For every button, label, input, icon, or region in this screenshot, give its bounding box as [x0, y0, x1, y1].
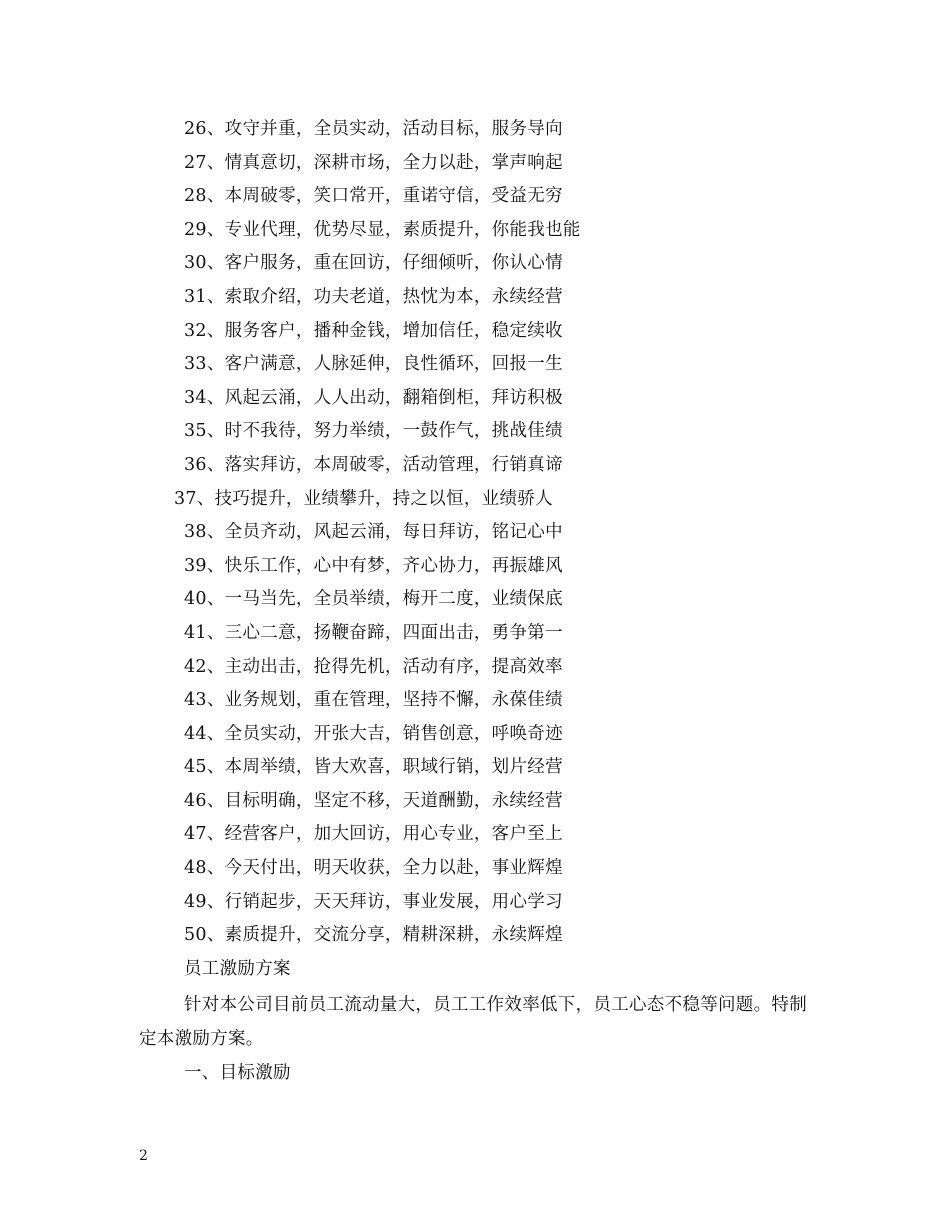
slogan-item-29: 29、专业代理，优势尽显，素质提升，你能我也能 — [184, 219, 581, 240]
slogan-item-37: 37、技巧提升，业绩攀升，持之以恒，业绩骄人 — [174, 488, 553, 509]
slogan-item-46: 46、目标明确，坚定不移，天道酬勤，永续经营 — [184, 790, 563, 811]
slogan-item-32: 32、服务客户，播种金钱，增加信任，稳定续收 — [184, 320, 563, 341]
section-title: 员工激励方案 — [184, 958, 291, 979]
slogan-item-35: 35、时不我待，努力举绩，一鼓作气，挑战佳绩 — [184, 421, 563, 442]
slogan-item-47: 47、经营客户，加大回访，用心专业，客户至上 — [184, 824, 563, 845]
page-number: 2 — [139, 1148, 148, 1164]
slogan-item-48: 48、今天付出，明天收获，全力以赴，事业辉煌 — [184, 858, 563, 879]
slogan-item-33: 33、客户满意，人脉延伸，良性循环，回报一生 — [184, 354, 563, 375]
slogan-item-40: 40、一马当先，全员举绩，梅开二度，业绩保底 — [184, 589, 563, 610]
slogan-item-41: 41、三心二意，扬鞭奋蹄，四面出击，勇争第一 — [184, 622, 563, 643]
slogan-item-42: 42、主动出击，抢得先机，活动有序，提高效率 — [184, 656, 563, 677]
slogan-item-34: 34、风起云涌，人人出动，翻箱倒柜，拜访积极 — [184, 387, 563, 408]
slogan-item-36: 36、落实拜访，本周破零，活动管理，行销真谛 — [184, 454, 563, 475]
slogan-item-31: 31、索取介绍，功夫老道，热忱为本，永续经营 — [184, 286, 563, 307]
slogan-item-38: 38、全员齐动，风起云涌，每日拜访，铭记心中 — [184, 522, 563, 543]
slogan-list — [0, 113, 950, 986]
slogan-item-27: 27、情真意切，深耕市场，全力以赴，掌声响起 — [184, 152, 563, 173]
slogan-item-50: 50、素质提升，交流分享，精耕深耕，永续辉煌 — [184, 925, 563, 946]
slogan-item-44: 44、全员实动，开张大吉，销售创意，呼唤奇迹 — [184, 723, 563, 744]
slogan-item-43: 43、业务规划，重在管理，坚持不懈，永葆佳绩 — [184, 690, 563, 711]
intro-paragraph: 针对本公司目前员工流动量大，员工工作效率低下，员工心态不稳等问题。特制定本激励方案。 — [139, 995, 807, 1049]
slogan-item-28: 28、本周破零，笑口常开，重诺守信，受益无穷 — [184, 186, 563, 207]
slogan-item-26: 26、攻守并重，全员实动，活动目标，服务导向 — [184, 119, 563, 139]
slogan-item-39: 39、快乐工作，心中有梦，齐心协力，再振雄风 — [184, 555, 563, 576]
slogan-item-30: 30、客户服务，重在回访，仔细倾听，你认心情 — [184, 253, 563, 274]
subsection-title: 一、目标激励 — [184, 1063, 291, 1083]
slogan-item-45: 45、本周举绩，皆大欢喜，职域行销，划片经营 — [184, 757, 563, 778]
slogan-item-49: 49、行销起步，天天拜访，事业发展，用心学习 — [184, 891, 563, 912]
